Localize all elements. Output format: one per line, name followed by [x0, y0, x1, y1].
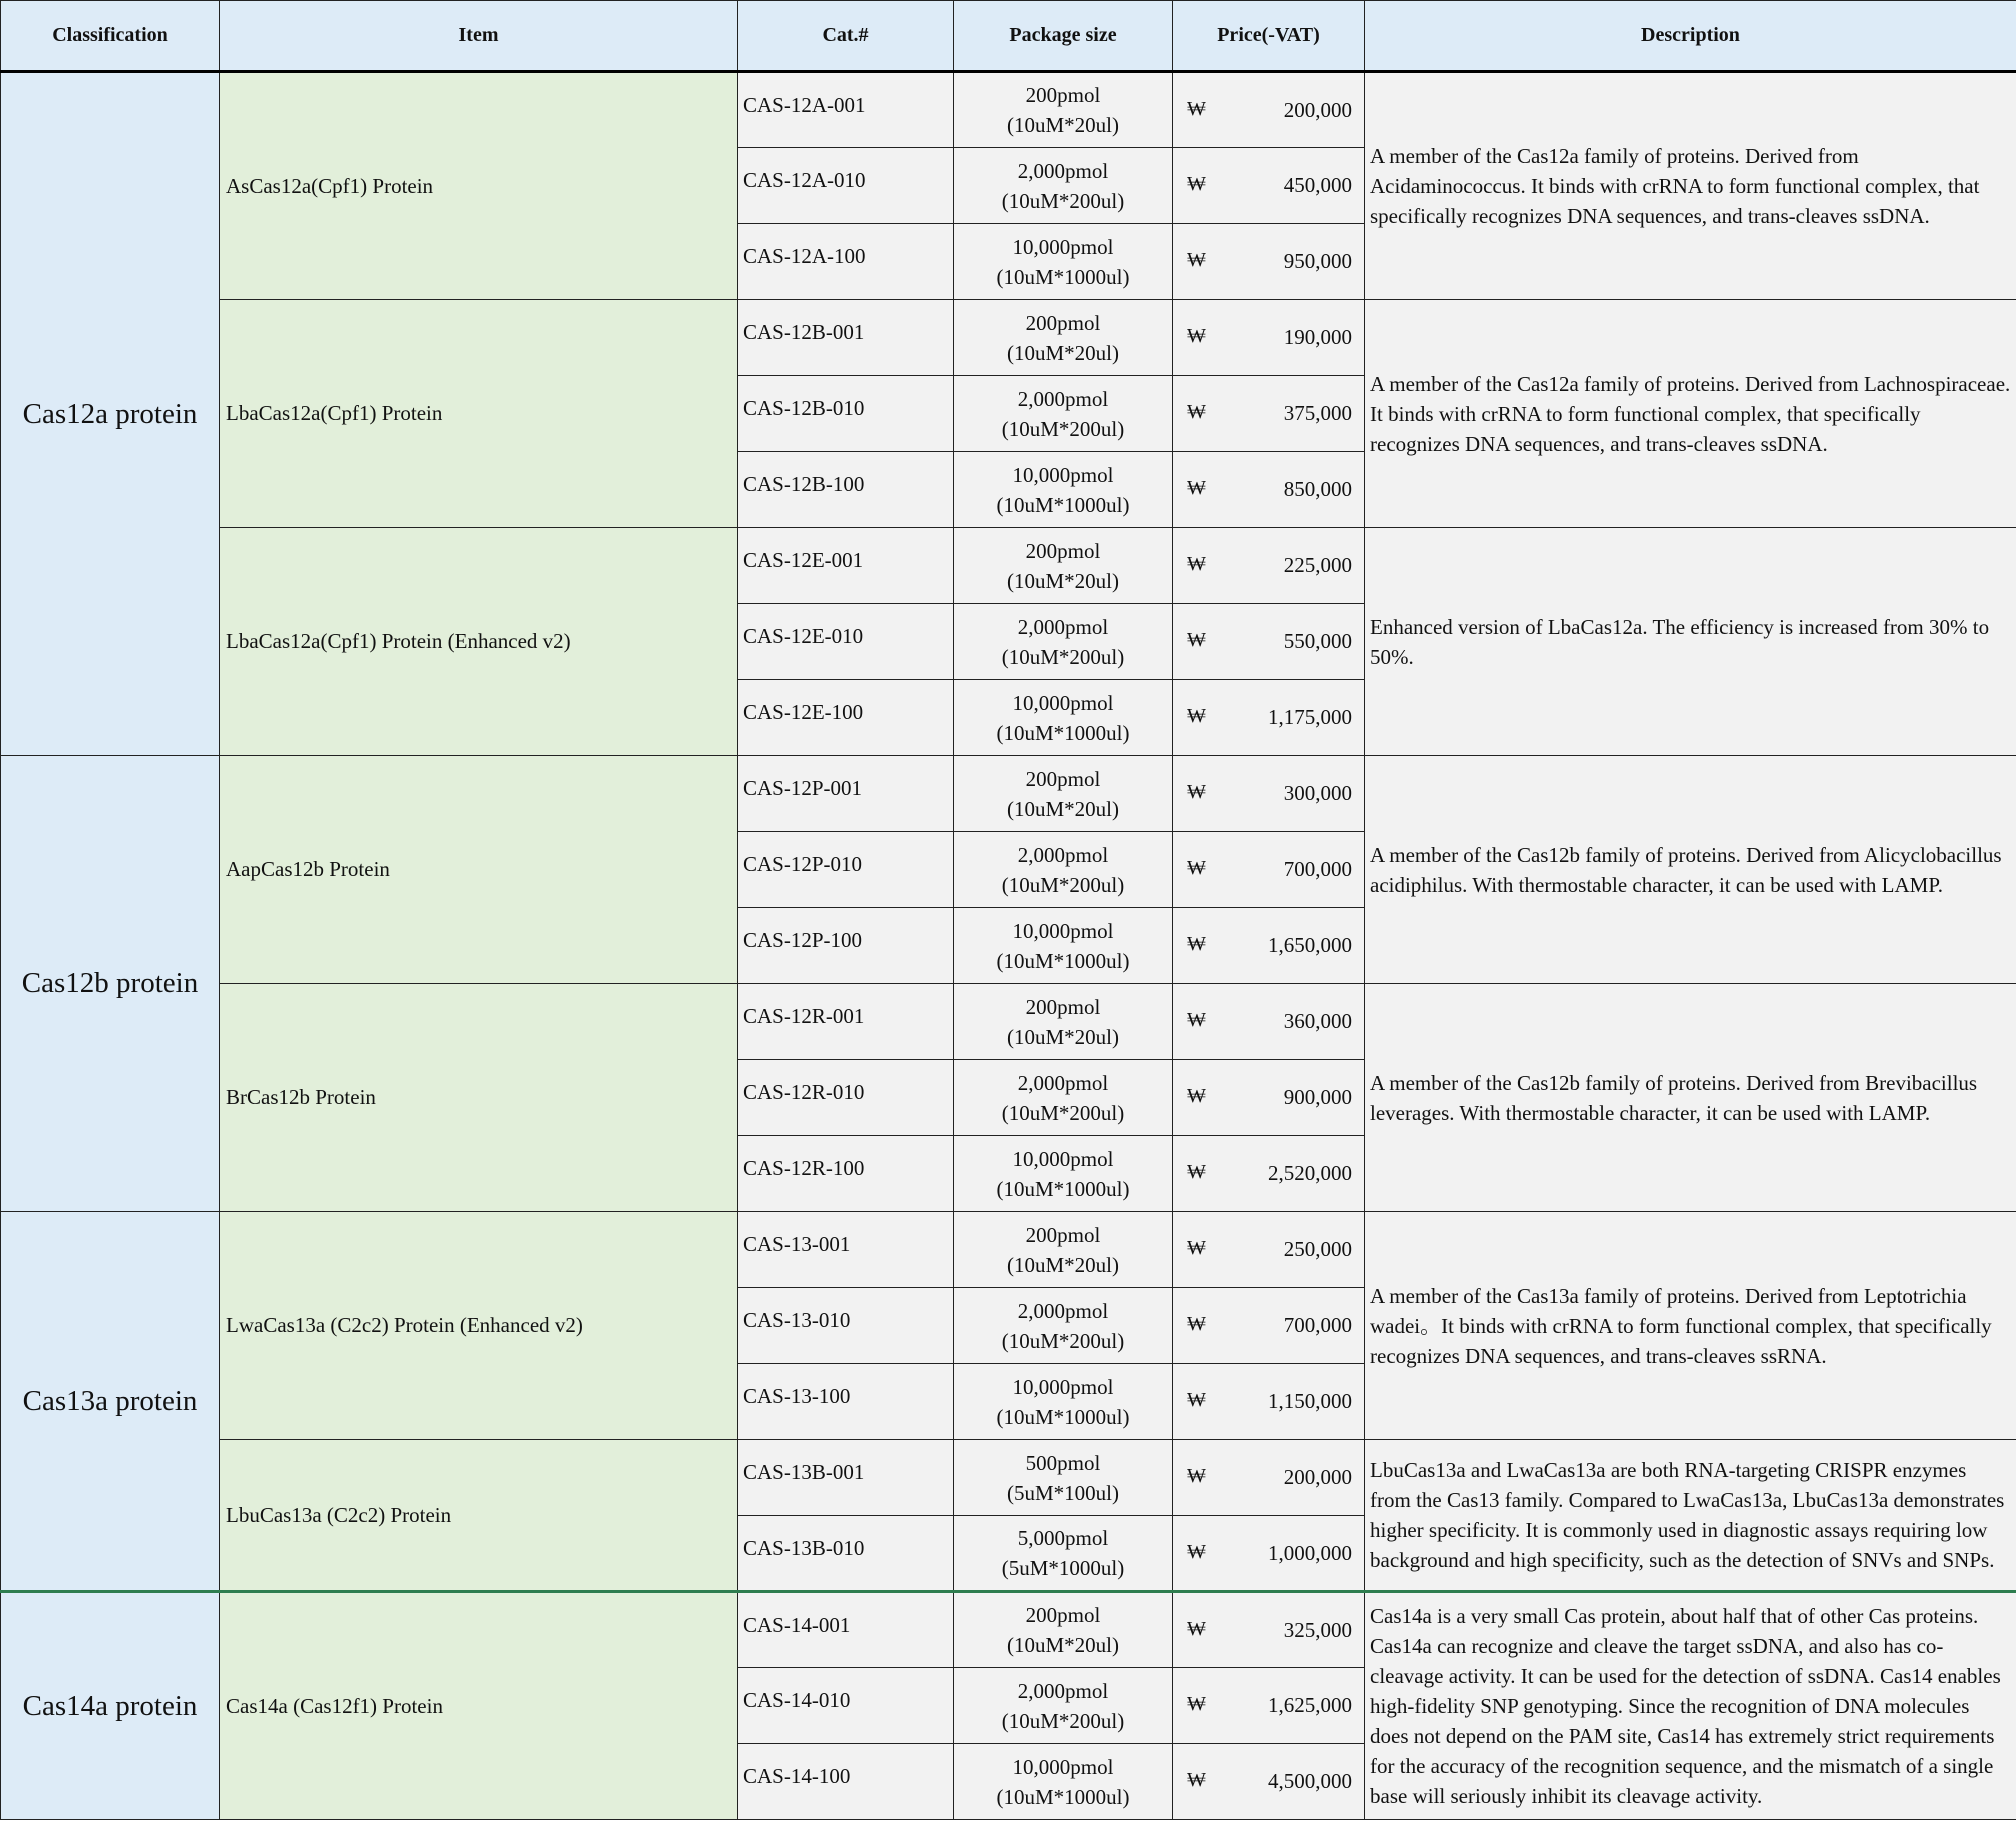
package-concentration: (10uM*20ul) — [1007, 340, 1119, 365]
classification-cell: Cas12a protein — [1, 72, 220, 756]
package-amount: 10,000pmol — [1012, 1374, 1114, 1399]
cat-number-cell: CAS-12A-010 — [738, 148, 954, 224]
package-concentration: (10uM*1000ul) — [996, 492, 1130, 517]
price-cell — [1173, 376, 1365, 452]
price-cell — [1173, 148, 1365, 224]
package-concentration: (10uM*1000ul) — [996, 720, 1130, 745]
classification-cell: Cas12b protein — [1, 756, 220, 1212]
package-size-cell — [954, 1516, 1173, 1592]
description-cell: A member of the Cas12b family of proteins. Derived from Alicyclobacillus acidiphilus. With thermostable character, it can be used with LAMP. — [1365, 756, 2016, 984]
price-cell — [1173, 1668, 1365, 1744]
cat-number-cell: CAS-12A-001 — [738, 72, 954, 148]
currency-symbol: ₩ — [1187, 781, 1206, 803]
currency-symbol: ₩ — [1187, 1540, 1206, 1563]
currency-symbol: ₩ — [1187, 629, 1206, 651]
currency-symbol: ₩ — [1187, 249, 1206, 271]
package-concentration: (10uM*200ul) — [1001, 1100, 1125, 1125]
package-amount: 10,000pmol — [1012, 234, 1114, 259]
package-size-cell — [954, 528, 1173, 604]
package-size-cell — [954, 224, 1173, 300]
table-row — [1, 756, 2016, 832]
package-size-cell — [954, 832, 1173, 908]
currency-symbol: ₩ — [1187, 1237, 1206, 1259]
table-row — [1, 984, 2016, 1060]
price-amount: 550,000 — [1283, 629, 1352, 653]
header-item: Item — [220, 1, 738, 72]
cat-number-cell: CAS-12B-010 — [738, 376, 954, 452]
price-cell — [1173, 1592, 1365, 1668]
currency-symbol: ₩ — [1187, 325, 1206, 347]
package-amount: 2,000pmol — [1017, 842, 1109, 867]
price-amount: 1,625,000 — [1268, 1693, 1352, 1717]
item-name-cell: LwaCas13a (C2c2) Protein (Enhanced v2) — [220, 1212, 738, 1440]
package-size-cell — [954, 1288, 1173, 1364]
price-amount: 900,000 — [1283, 1085, 1352, 1109]
package-amount: 2,000pmol — [1017, 158, 1109, 183]
package-amount: 10,000pmol — [1012, 1146, 1114, 1171]
price-amount: 1,650,000 — [1268, 933, 1352, 957]
currency-symbol: ₩ — [1187, 1389, 1206, 1411]
cat-number-cell: CAS-13B-001 — [738, 1440, 954, 1516]
description-cell: A member of the Cas12a family of proteins. Derived from Lachnospiraceae. It binds with crRNA to form functional complex, that specifically recognizes DNA sequences, and trans-cleaves ssDNA. — [1365, 300, 2016, 528]
price-amount: 850,000 — [1283, 477, 1352, 501]
header-price: Price(-VAT) — [1173, 1, 1365, 72]
package-concentration: (10uM*1000ul) — [996, 1176, 1130, 1201]
price-cell — [1173, 1516, 1365, 1592]
currency-symbol: ₩ — [1187, 401, 1206, 423]
package-size-cell — [954, 1744, 1173, 1820]
package-amount: 200pmol — [1025, 538, 1101, 563]
package-concentration: (10uM*20ul) — [1007, 113, 1119, 137]
currency-symbol: ₩ — [1187, 1693, 1206, 1715]
price-cell — [1173, 832, 1365, 908]
price-cell — [1173, 528, 1365, 604]
currency-symbol: ₩ — [1187, 97, 1206, 120]
package-concentration: (5uM*100ul) — [1007, 1480, 1119, 1505]
description-cell: A member of the Cas13a family of proteins. Derived from Leptotrichia wadei。It binds with crRNA to form functional complex, that specifically recognizes DNA sequences, and trans-cleaves ssRNA. — [1365, 1212, 2016, 1440]
price-amount: 250,000 — [1283, 1237, 1352, 1261]
classification-cell: Cas13a protein — [1, 1212, 220, 1592]
cat-number-cell: CAS-13B-010 — [738, 1516, 954, 1592]
cat-number-cell: CAS-12R-010 — [738, 1060, 954, 1136]
package-concentration: (10uM*200ul) — [1001, 644, 1125, 669]
price-cell — [1173, 452, 1365, 528]
package-size-cell — [954, 604, 1173, 680]
price-amount: 950,000 — [1283, 249, 1352, 273]
package-concentration: (10uM*1000ul) — [996, 264, 1130, 289]
price-amount: 1,000,000 — [1268, 1540, 1352, 1565]
package-size-cell — [954, 908, 1173, 984]
package-amount: 200pmol — [1025, 766, 1101, 791]
price-cell — [1173, 680, 1365, 756]
package-amount: 200pmol — [1025, 994, 1101, 1019]
price-amount: 700,000 — [1283, 857, 1352, 881]
price-amount: 200,000 — [1283, 97, 1352, 122]
table-row — [1, 300, 2016, 376]
currency-symbol: ₩ — [1187, 553, 1206, 575]
package-amount: 200pmol — [1025, 1222, 1101, 1247]
cat-number-cell: CAS-14-001 — [738, 1592, 954, 1668]
package-concentration: (10uM*20ul) — [1007, 796, 1119, 821]
package-concentration: (10uM*200ul) — [1001, 872, 1125, 897]
cat-number-cell: CAS-12E-100 — [738, 680, 954, 756]
package-amount: 10,000pmol — [1012, 918, 1114, 943]
package-size-cell — [954, 72, 1173, 148]
package-amount: 2,000pmol — [1017, 1298, 1109, 1323]
price-cell — [1173, 1136, 1365, 1212]
currency-symbol: ₩ — [1187, 477, 1206, 499]
price-amount: 700,000 — [1283, 1313, 1352, 1337]
header-package-size: Package size — [954, 1, 1173, 72]
price-amount: 325,000 — [1283, 1617, 1352, 1642]
package-amount: 2,000pmol — [1017, 386, 1109, 411]
cat-number-cell: CAS-12P-010 — [738, 832, 954, 908]
price-cell — [1173, 1288, 1365, 1364]
price-amount: 4,500,000 — [1268, 1769, 1352, 1793]
price-cell — [1173, 1212, 1365, 1288]
package-size-cell — [954, 756, 1173, 832]
classification-cell: Cas14a protein — [1, 1592, 220, 1820]
cat-number-cell: CAS-12B-100 — [738, 452, 954, 528]
package-size-cell — [954, 1212, 1173, 1288]
price-amount: 450,000 — [1283, 173, 1352, 197]
table-row — [1, 528, 2016, 604]
cat-number-cell: CAS-12E-001 — [738, 528, 954, 604]
cat-number-cell: CAS-13-010 — [738, 1288, 954, 1364]
price-cell — [1173, 224, 1365, 300]
price-amount: 200,000 — [1283, 1465, 1352, 1489]
currency-symbol: ₩ — [1187, 705, 1206, 727]
description-cell: A member of the Cas12a family of proteins. Derived from Acidaminococcus. It binds with crRNA to form functional complex, that specifically recognizes DNA sequences, and trans-cleaves ssDNA. — [1365, 72, 2016, 300]
package-amount: 500pmol — [1025, 1450, 1101, 1475]
package-concentration: (10uM*1000ul) — [996, 1784, 1130, 1809]
header-row — [1, 1, 2016, 72]
price-cell — [1173, 1744, 1365, 1820]
item-name-cell: LbaCas12a(Cpf1) Protein — [220, 300, 738, 528]
package-amount: 10,000pmol — [1012, 1754, 1114, 1779]
price-cell — [1173, 604, 1365, 680]
price-amount: 1,150,000 — [1268, 1389, 1352, 1413]
package-size-cell — [954, 1060, 1173, 1136]
package-size-cell — [954, 680, 1173, 756]
item-name-cell: AsCas12a(Cpf1) Protein — [220, 72, 738, 300]
cat-number-cell: CAS-12B-001 — [738, 300, 954, 376]
package-concentration: (10uM*20ul) — [1007, 1633, 1119, 1657]
table-row — [1, 1592, 2016, 1668]
package-size-cell — [954, 376, 1173, 452]
description-cell: LbuCas13a and LwaCas13a are both RNA-targeting CRISPR enzymes from the Cas13 family. Compared to LwaCas13a, LbuCas13a demonstrates higher specificity. It is commonly used in diagnostic assays requiring low background and high specificity, such as the detection of SNVs and SNPs. — [1365, 1440, 2016, 1592]
currency-symbol: ₩ — [1187, 857, 1206, 879]
cat-number-cell: CAS-12E-010 — [738, 604, 954, 680]
price-amount: 375,000 — [1283, 401, 1352, 425]
cat-number-cell: CAS-13-100 — [738, 1364, 954, 1440]
description-cell: Enhanced version of LbaCas12a. The efficiency is increased from 30% to 50%. — [1365, 528, 2016, 756]
price-cell — [1173, 1364, 1365, 1440]
package-size-cell — [954, 452, 1173, 528]
package-size-cell — [954, 1440, 1173, 1516]
table-row — [1, 1440, 2016, 1516]
package-concentration: (10uM*20ul) — [1007, 1024, 1119, 1049]
package-concentration: (10uM*200ul) — [1001, 188, 1125, 213]
package-amount: 2,000pmol — [1017, 1678, 1109, 1703]
header-classification: Classification — [1, 1, 220, 72]
currency-symbol: ₩ — [1187, 933, 1206, 955]
package-size-cell — [954, 148, 1173, 224]
cat-number-cell: CAS-12R-100 — [738, 1136, 954, 1212]
currency-symbol: ₩ — [1187, 173, 1206, 195]
package-amount: 10,000pmol — [1012, 690, 1114, 715]
table-body — [1, 72, 2016, 1820]
package-concentration: (10uM*200ul) — [1001, 1708, 1125, 1733]
price-cell — [1173, 300, 1365, 376]
currency-symbol: ₩ — [1187, 1085, 1206, 1107]
package-size-cell — [954, 300, 1173, 376]
currency-symbol: ₩ — [1187, 1769, 1206, 1791]
price-cell — [1173, 908, 1365, 984]
item-name-cell: BrCas12b Protein — [220, 984, 738, 1212]
package-size-cell — [954, 1364, 1173, 1440]
item-name-cell: LbaCas12a(Cpf1) Protein (Enhanced v2) — [220, 528, 738, 756]
package-concentration: (10uM*1000ul) — [996, 948, 1130, 973]
item-name-cell: Cas14a (Cas12f1) Protein — [220, 1592, 738, 1820]
cat-number-cell: CAS-14-100 — [738, 1744, 954, 1820]
price-amount: 2,520,000 — [1268, 1161, 1352, 1185]
currency-symbol: ₩ — [1187, 1009, 1206, 1031]
package-concentration: (10uM*200ul) — [1001, 416, 1125, 441]
cat-number-cell: CAS-12P-001 — [738, 756, 954, 832]
item-name-cell: LbuCas13a (C2c2) Protein — [220, 1440, 738, 1592]
price-amount: 360,000 — [1283, 1009, 1352, 1033]
price-cell — [1173, 72, 1365, 148]
package-amount: 200pmol — [1025, 83, 1101, 107]
package-concentration: (10uM*1000ul) — [996, 1404, 1130, 1429]
currency-symbol: ₩ — [1187, 1617, 1206, 1640]
table-row — [1, 1212, 2016, 1288]
description-cell: Cas14a is a very small Cas protein, about half that of other Cas proteins. Cas14a can recognize and cleave the target ssDNA, and also has co-cleavage activity. It can be used for the detection of ssDNA. Cas14 enables high-fidelity SNP genotyping. Since the recognition of DNA molecules does not depend on the PAM site, Cas14 has extremely strict requirements for the accuracy of the recognition sequence, and the mismatch of a single base will seriously inhibit its cleavage activity. — [1365, 1592, 2016, 1820]
currency-symbol: ₩ — [1187, 1313, 1206, 1335]
package-concentration: (10uM*20ul) — [1007, 568, 1119, 593]
package-concentration: (5uM*1000ul) — [1001, 1556, 1125, 1580]
price-amount: 300,000 — [1283, 781, 1352, 805]
package-size-cell — [954, 1136, 1173, 1212]
cat-number-cell: CAS-14-010 — [738, 1668, 954, 1744]
package-concentration: (10uM*200ul) — [1001, 1328, 1125, 1353]
price-cell — [1173, 1060, 1365, 1136]
price-cell — [1173, 1440, 1365, 1516]
price-amount: 190,000 — [1283, 325, 1352, 349]
package-size-cell — [954, 984, 1173, 1060]
cat-number-cell: CAS-12A-100 — [738, 224, 954, 300]
package-amount: 2,000pmol — [1017, 614, 1109, 639]
package-concentration: (10uM*20ul) — [1007, 1252, 1119, 1277]
currency-symbol: ₩ — [1187, 1161, 1206, 1183]
header-description: Description — [1365, 1, 2016, 72]
description-cell: A member of the Cas12b family of proteins. Derived from Brevibacillus leverages. With thermostable character, it can be used with LAMP. — [1365, 984, 2016, 1212]
package-amount: 200pmol — [1025, 1603, 1101, 1627]
package-size-cell — [954, 1592, 1173, 1668]
cat-number-cell: CAS-12P-100 — [738, 908, 954, 984]
price-amount: 1,175,000 — [1268, 705, 1352, 729]
header-cat: Cat.# — [738, 1, 954, 72]
package-size-cell — [954, 1668, 1173, 1744]
currency-symbol: ₩ — [1187, 1465, 1206, 1487]
package-amount: 10,000pmol — [1012, 462, 1114, 487]
table-row — [1, 72, 2016, 148]
item-name-cell: AapCas12b Protein — [220, 756, 738, 984]
price-cell — [1173, 756, 1365, 832]
cat-number-cell: CAS-12R-001 — [738, 984, 954, 1060]
package-amount: 2,000pmol — [1017, 1070, 1109, 1095]
package-amount: 5,000pmol — [1017, 1526, 1109, 1550]
price-cell — [1173, 984, 1365, 1060]
price-amount: 225,000 — [1283, 553, 1352, 577]
package-amount: 200pmol — [1025, 310, 1101, 335]
cat-number-cell: CAS-13-001 — [738, 1212, 954, 1288]
